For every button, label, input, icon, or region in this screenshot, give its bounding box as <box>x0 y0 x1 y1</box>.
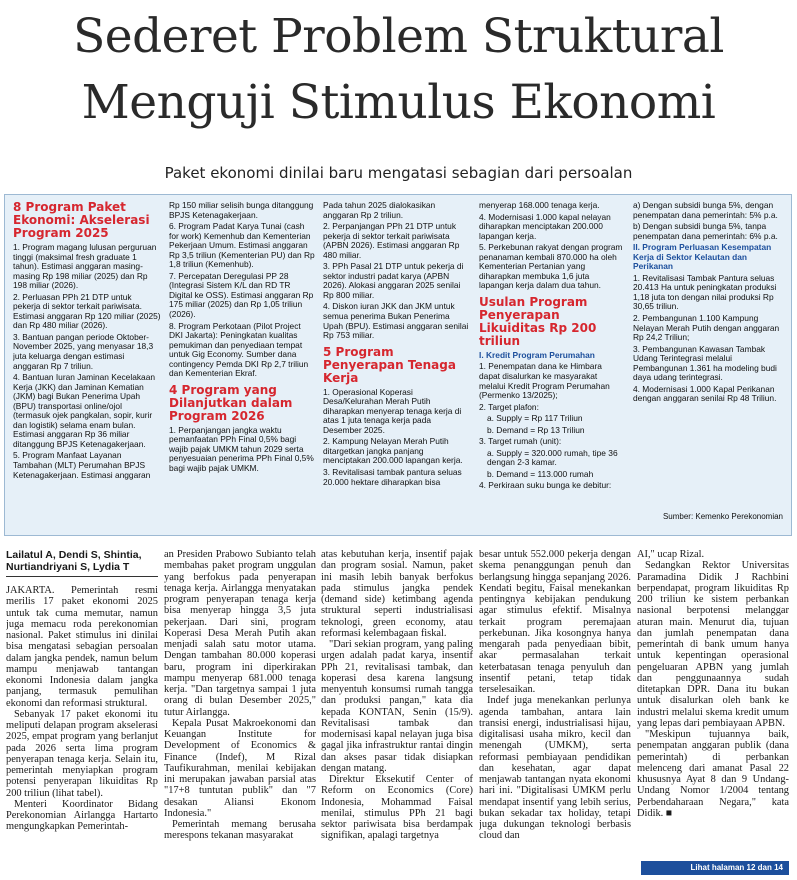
infobox <box>4 194 792 536</box>
paragraph: Pemerintah memang berusaha merespons tekanan masyarakat <box>164 819 316 842</box>
continued-page-link[interactable]: Lihat halaman 12 dan 14 <box>641 861 789 875</box>
infobox-column-3 <box>323 201 471 489</box>
list-item: 4. Modernisasi 1.000 kapal nelayan diharapkan menciptakan 200.000 lapangan kerja. <box>479 211 611 241</box>
article-column-5 <box>637 549 789 857</box>
list-item: 2. Kampung Nelayan Merah Putih ditargetkan jangka panjang menciptakan 200.000 lapangan kerja. <box>323 436 463 466</box>
infobox-title-akselerasi: 8 Program Paket Ekonomi: Akselerasi Program 2025 <box>13 201 150 240</box>
list-item: b. Demand = Rp 13 Triliun <box>487 424 585 435</box>
list-item: menyerap 168.000 tenaga kerja. <box>479 201 600 210</box>
paragraph: "Dari sekian program, yang paling urgen adalah padat karya, insentif PPh 21, revitalisasi tambak, dan koperasi desa karena langsung menyentuh konsumsi rumah tangga dan produksi pangan," kata dia kepada KONTAN, Senin (15/9). Revitalisasi tambak dan modernisasi kapal nelayan juga bisa gagal jika infrastruktur rantai dingin dan akses pasar tidak disiapkan dengan matang. <box>321 639 473 774</box>
infobox-column-4 <box>479 201 625 493</box>
byline-divider <box>6 576 158 577</box>
list-item: 2. Target plafon: <box>479 401 539 412</box>
list-item: 5. Perkebunan rakyat dengan program penanaman kembali 870.000 ha oleh Kementerian Pertanian yang diharapkan membuka 1,6 juta lapangan kerja dalam dua tahun. <box>479 242 623 291</box>
list-item: 1. Perpanjangan jangka waktu pemanfaatan PPh Final 0,5% bagi wajib pajak UMKM tahun 2029 serta penyesuaian penerima PPh Final 0,5% bagi wajib pajak UMKM. <box>169 424 314 474</box>
infobox-subtitle-kelautan: II. Program Perluasan Kesempatan Kerja di Sektor Kelautan dan Perikanan <box>633 242 772 272</box>
headline-line-2: Menguji Stimulus Ekonomi <box>81 75 716 130</box>
list-item: b. Demand = 113.000 rumah <box>487 468 594 479</box>
list-item: a. Supply = Rp 117 Triliun <box>487 413 583 424</box>
list-item: 8. Program Perkotaan (Pilot Project DKI Jakarta): Peningkatan kualitas pemukiman dan penyediaan tempat untuk Gig Economy. Sumber dana contingency Pemda DKI Rp 2,7 triliun dan Kementerian Ekraf. <box>169 320 309 379</box>
paragraph: Kepala Pusat Makroekonomi dan Keuangan Institute for Development of Economics & Finance (Indef), M Rizal Taufikurahman, menilai kebijakan ini merupakan jawaban parsial atas "17+8 tuntutan publik" dan "7 desakan Aliansi Ekonom Indonesia." <box>164 717 316 819</box>
subtitle: Paket ekonomi dinilai baru mengatasi sebagian dari persoalan <box>164 164 633 182</box>
article-column-2 <box>164 549 316 875</box>
list-item: 3. Target rumah (unit): <box>479 436 562 447</box>
list-item: 2. Perluasan PPh 21 DTP untuk pekerja di sektor terkait pariwisata. Estimasi anggaran Rp 120 miliar (2025) dan Rp 480 miliar (2026). <box>13 291 161 331</box>
paragraph: "Meskipun tujuannya baik, penempatan anggaran publik (dana pemerintah) di perbankan melenceng dari amanat Pasal 22 khususnya Ayat 8 dan 9 Undang-Undang Nomor 1/2004 tentang Perbendaharaan Negara," kata Didik. ■ <box>637 729 789 819</box>
article-column-1 <box>6 585 158 875</box>
list-item: 1. Operasional Koperasi Desa/Kelurahan Merah Putih diharapkan menyerap tenaga kerja di atas 1 juta tenaga kerja pada Desember 2025. <box>323 386 462 435</box>
paragraph: Menteri Koordinator Bidang Perekonomian Airlangga Hartarto mengungkapkan Pemerintah- <box>6 798 158 833</box>
list-item: 1. Revitalisasi Tambak Pantura seluas 20.413 Ha untuk peningkatan produksi 1,18 juta ton dengan nilai produksi Rp 30,65 triliun. <box>633 272 777 312</box>
list-item: a) Dengan subsidi bunga 5%, dengan penempatan dana pemerintah: 5% p.a. <box>633 201 778 220</box>
list-item: b) Dengan subsidi bunga 5%, tanpa penempatan dana pemerintah: 6% p.a. <box>633 221 778 241</box>
list-item: 2. Perpanjangan PPh 21 DTP untuk pekerja di sektor terkait pariwisata (APBN 2026). Estimasi anggaran Rp 480 miliar. <box>323 221 460 260</box>
list-item: 7. Percepatan Deregulasi PP 28 (Integrasi Sistem K/L dan RD TR Digital ke OSS). Estimasi anggaran Rp 175 miliar (2025) dan Rp 1,05 triliun (2026). <box>169 270 314 320</box>
paragraph: atas kebutuhan kerja, insentif pajak dan program sosial. Namun, paket ini masih lebih banyak berfokus pada stimulus jangka pendek (demand side) ketimbang agenda struktural seperti industrialisasi teknologi, green economy, atau reformasi kelembagaan fiskal. <box>321 549 473 639</box>
list-item: 2. Pembangunan 1.100 Kampung Nelayan Merah Putih dengan anggaran Rp 24,2 Triliun; <box>633 313 780 343</box>
list-item: 1. Penempatan dana ke Himbara dapat disalurkan ke masyarakat melalui Kredit Program Perumahan (Permenko 13/2025); <box>479 361 610 401</box>
article-column-3 <box>321 549 473 875</box>
infobox-source: Sumber: Kemenko Perekonomian <box>662 512 783 521</box>
infobox-title-likuiditas: Usulan Program Penyerapan Likuiditas Rp 200 triliun <box>479 294 597 348</box>
paragraph: Sedangkan Rektor Universitas Paramadina Didik J Rachbini berpendapat, program likuiditas Rp 200 triliun ke sistem perbankan nasional berpotensi melanggar aturan main. Menurut dia, tujuan dan jumlah penempatan dana pemerintah di bank umum hanya untuk kepentingan operasional pengeluaran APBN yang jumlah dan penggunaannya sudah ditetapkan DPR. Dana itu bukan untuk disalurkan oleh bank ke industri melalui skema kredit umum yang lepas dari pembiayaan APBN. <box>637 560 789 729</box>
list-item: 4. Bantuan Iuran Jaminan Kecelakaan Kerja (JKK) dan Jaminan Kematian (JKM) bagi Bukan Penerima Upah (BPU) transportasi online/ojol (termasuk ojek pangkalan, sopir, kurir dan logistik) selama enam bulan. Estimasi anggaran Rp 36 miliar ditanggung BPJS Ketenagakerjaan. <box>13 372 156 449</box>
list-item: 6. Program Padat Karya Tunai (cash for work) Kemenhub dan Kementerian Pekerjaan Umum. Estimasi anggaran Rp 3,5 triliun (Kementerian PU) dan Rp 1,8 triliun (Kemenhub). <box>169 221 315 270</box>
infobox-title-penyerapan: 5 Program Penyerapan Tenaga Kerja <box>323 344 456 385</box>
paragraph: AI," ucap Rizal. <box>637 549 705 560</box>
infobox-title-dilanjutkan: 4 Program yang Dilanjutkan dalam Program 2026 <box>169 382 293 423</box>
list-item: 4. Diskon iuran JKK dan JKM untuk semua penerima Bukan Penerima Upah (BPU). Estimasi anggaran senilai Rp 753 miliar. <box>323 301 469 341</box>
paragraph: an Presiden Prabowo Subianto telah membahas paket program unggulan yang berfokus pada penyerapan tenaga kerja. Airlangga menyatakan program penyerapan tenaga kerja bisa menyerap hingga 3,5 juta pekerjaan. Dari sini, program Koperasi Desa Merah Putih akan menjadi salah satu motor utama. Dengan tambahan 80.000 koperasi baru, program ini diperkirakan mampu menyerap 681.000 tenaga kerja. "Dan targetnya sampai 1 juta orang di bulan Desember 2025," tutur Airlangga. <box>164 549 316 718</box>
list-item: a. Supply = 320.000 rumah, tipe 36 dengan 2-3 kamar. <box>487 447 618 468</box>
paragraph: Indef juga menekankan perlunya agenda tambahan, antara lain transisi energi, industrialisasi hijau, digitalisasi usaha mikro, kecil dan menengah (UMKM), serta reformasi pembiayaan pendidikan dan kesehatan, agar dapat menjawab tantangan nyata ekonomi hari ini. "Digitalisasi UMKM perlu mendapat insentif yang lebih serius, bukan sekadar tax holiday, tetapi juga dukungan teknologi berbasis cloud dan <box>479 695 631 842</box>
list-item: 5. Program Manfaat Layanan Tambahan (MLT) Perumahan BPJS Ketenagakerjaan. Estimasi anggaran <box>13 450 151 480</box>
infobox-column-1 <box>13 201 161 482</box>
paragraph: Sebanyak 17 paket ekonomi itu meliputi delapan program akselerasi 2025, empat program yang berlanjut pada 2026 serta lima program penyerapan tenaga kerja. Selain itu, pemerintah menyiapkan program potensi penyerapan likuiditas Rp 200 triliun (lihat tabel). <box>6 708 158 799</box>
infobox-column-2 <box>169 201 315 476</box>
list-item: 4. Perkiraan suku bunga ke debitur: <box>479 480 612 491</box>
infobox-column-5 <box>633 201 783 406</box>
list-item: 3. Bantuan pangan periode Oktober-November 2025, yang menyasar 18,3 juta keluarga dengan estimasi anggaran Rp 7 triliun. <box>13 331 154 371</box>
infobox-subtitle-perumahan: I. Kredit Program Perumahan <box>479 349 595 360</box>
list-item: 3. Revitalisasi tambak pantura seluas 20.000 hektare diharapkan bisa <box>323 467 462 487</box>
list-item: Pada tahun 2025 dialokasikan anggaran Rp 2 triliun. <box>323 201 436 220</box>
list-item: 1. Program magang lulusan perguruan tinggi (maksimal fresh graduate 1 tahun). Estimasi anggaran masing-masing Rp 198 miliar (2025) dan Rp 198 miliar (2026). <box>13 242 157 291</box>
headline-line-1: Sederet Problem Struktural <box>73 9 724 64</box>
paragraph: besar untuk 552.000 pekerja dengan skema penanggungan penuh dan berlangsung hingga sepanjang 2026. Kendati begitu, Faisal menekankan pentingnya kebijakan pendukung agar stimulus efektif. Misalnya terkait program peremajaan perkebunan. Jika kosongnya hanya mengarah pada penyediaan bibit, akar permasalahan terkait keterbatasan tenaga penyuluh dan insentif petani, tetap tidak terselesaikan. <box>479 549 631 695</box>
paragraph: Direktur Eksekutif Center of Reform on Economics (Core) Indonesia, Mohammad Faisal menilai, stimulus PPh 21 bagi sektor pariwisata bisa berdampak signifikan, apalagi targetnya <box>321 774 473 842</box>
paragraph: JAKARTA. Pemerintah resmi merilis 17 paket ekonomi 2025 untuk tak cuma memutar, namun juga memacu roda perekonomian nasional. Paket stimulus ini dinilai bisa mengatasi sebagian persoalan dalam jangka pendek, namun belum mampu menjawab tantangan ekonomi Indonesia dalam jangka panjang, termasuk pemulihan ekonomi dan reformasi struktural. <box>6 585 158 709</box>
list-item: Rp 150 miliar selisih bunga ditanggung BPJS Ketenagakerjaan. <box>169 201 314 220</box>
list-item: 3. PPh Pasal 21 DTP untuk pekerja di sektor industri padat karya (APBN 2026). Alokasi anggaran 2025 senilai Rp 800 miliar. <box>323 261 464 300</box>
article-column-4 <box>479 549 631 875</box>
list-item: 4. Modernisasi 1.000 Kapal Perikanan dengan anggaran senilai Rp 48 Triliun. <box>633 383 777 404</box>
byline: Lailatul A, Dendi S, Shintia, Nurtiandriyani S, Lydia T <box>6 549 142 573</box>
list-item: 3. Pembangunan Kawasan Tambak Udang Terintegrasi melalui Pembangunan 1.361 ha modeling budi daya udang terintegrasi. <box>633 343 777 383</box>
